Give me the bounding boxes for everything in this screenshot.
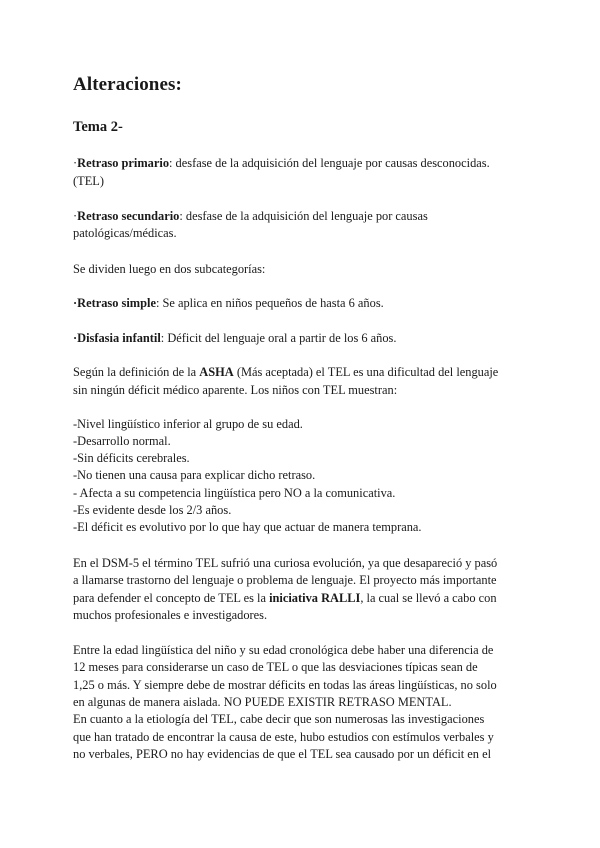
list-item: -No tienen una causa para explicar dicho retraso. bbox=[73, 468, 316, 482]
bullet: · bbox=[73, 209, 78, 223]
criteria-paragraph-line: 12 meses para considerarse un caso de TEL o que las desviaciones típicas sean de bbox=[73, 660, 478, 674]
etiology-paragraph-line: En cuanto a la etiología del TEL, cabe decir que son numerosas las investigaciones bbox=[73, 712, 485, 726]
definition-primary-cont: (TEL) bbox=[73, 174, 104, 188]
list-item: - Afecta a su competencia lingüística pero NO a la comunicativa. bbox=[73, 486, 396, 500]
definition-primary: ·Retraso primario: desfase de la adquisición del lenguaje por causas desconocidas. bbox=[73, 156, 490, 170]
dsm-paragraph-line: para defender el concepto de TEL es la iniciativa RALLI, la cual se llevó a cabo con bbox=[73, 591, 497, 605]
criteria-paragraph-line: Entre la edad lingüística del niño y su edad cronológica debe haber una diferencia de bbox=[73, 643, 494, 657]
term: Retraso simple bbox=[77, 296, 156, 310]
term: Disfasia infantil bbox=[77, 331, 161, 345]
subcategory-dysphasia: ·Disfasia infantil: Déficit del lenguaje oral a partir de los 6 años. bbox=[73, 331, 397, 345]
dsm-paragraph-line: En el DSM-5 el término TEL sufrió una curiosa evolución, ya que desapareció y pasó bbox=[73, 556, 498, 570]
bullet: · bbox=[73, 331, 78, 345]
criteria-paragraph-line: 1,25 o más. Y siempre debe de mostrar déficits en todas las áreas lingüísticas, no solo bbox=[73, 678, 497, 692]
asha-definition-cont: sin ningún déficit médico aparente. Los niños con TEL muestran: bbox=[73, 383, 398, 397]
term: Retraso secundario bbox=[77, 209, 180, 223]
bullet: · bbox=[73, 296, 78, 310]
subcategory-simple: ·Retraso simple: Se aplica en niños pequeños de hasta 6 años. bbox=[73, 296, 384, 310]
definition-secondary-cont: patológicas/médicas. bbox=[73, 226, 177, 240]
term: ASHA bbox=[199, 365, 234, 379]
bullet: · bbox=[73, 156, 78, 170]
asha-definition: Según la definición de la ASHA (Más aceptada) el TEL es una dificultad del lenguaje bbox=[73, 365, 499, 379]
page-title: Alteraciones: bbox=[73, 74, 182, 95]
list-item: -El déficit es evolutivo por lo que hay que actuar de manera temprana. bbox=[73, 520, 422, 534]
dsm-paragraph-line: a llamarse trastorno del lenguaje o problema de lenguaje. El proyecto más importante bbox=[73, 573, 497, 587]
dsm-paragraph-line: muchos profesionales e investigadores. bbox=[73, 608, 268, 622]
list-item: -Desarrollo normal. bbox=[73, 434, 171, 448]
subcategories-intro: Se dividen luego en dos subcategorías: bbox=[73, 262, 266, 276]
section-heading: Tema 2- bbox=[73, 119, 123, 135]
list-item: -Es evidente desde los 2/3 años. bbox=[73, 503, 232, 517]
criteria-paragraph-line: en algunas de manera aislada. NO PUEDE EXISTIR RETRASO MENTAL. bbox=[73, 695, 452, 709]
term: iniciativa RALLI bbox=[269, 591, 361, 605]
definition-secondary: ·Retraso secundario: desfase de la adquisición del lenguaje por causas bbox=[73, 209, 428, 223]
list-item: -Nivel lingüístico inferior al grupo de su edad. bbox=[73, 417, 303, 431]
term: Retraso primario bbox=[77, 156, 170, 170]
etiology-paragraph-line: que han tratado de encontrar la causa de este, hubo estudios con estímulos verbales y bbox=[73, 730, 494, 744]
etiology-paragraph-line: no verbales, PERO no hay evidencias de que el TEL sea causado por un déficit en el bbox=[73, 747, 492, 761]
list-item: -Sin déficits cerebrales. bbox=[73, 451, 190, 465]
